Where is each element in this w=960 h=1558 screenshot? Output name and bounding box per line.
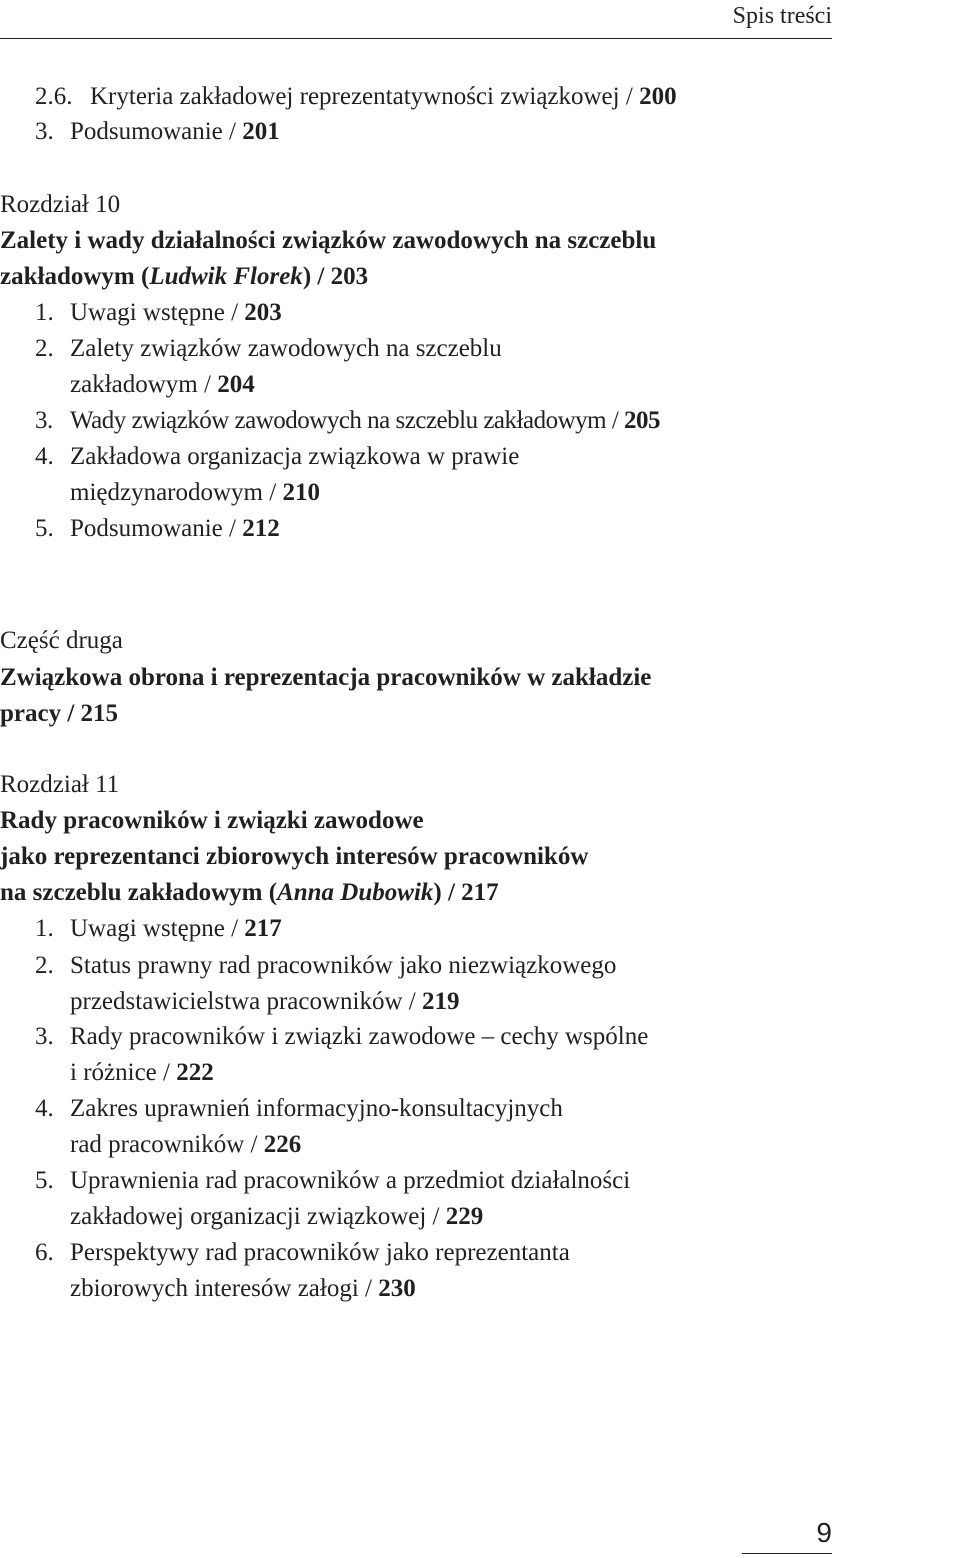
entry-page: 201 [242, 118, 280, 145]
entry-title: Rady pracowników i związki zawodowe – cechy wspólne [70, 1023, 649, 1050]
entry-title: Podsumowanie / [70, 515, 243, 542]
toc-entry [35, 1238, 570, 1268]
chapter-label: Rozdział 11 [0, 771, 120, 798]
entry-title: międzynarodowym / [70, 479, 283, 506]
entry-title: Perspektywy rad pracowników jako reprezentanta [70, 1239, 570, 1266]
entry-page: 200 [639, 83, 677, 110]
chapter-title: Rady pracowników i związki zawodowe [0, 807, 424, 834]
toc-entry [35, 914, 282, 944]
entry-title: zakładowej organizacji związkowej / [70, 1203, 446, 1230]
entry-title: Zalety związków zawodowych na szczeblu [70, 335, 502, 362]
entry-title: rad pracowników / [70, 1131, 264, 1158]
entry-number: 5. [35, 1167, 54, 1194]
entry-title: zakładowym / [70, 371, 218, 398]
entry-number: 3. [35, 118, 54, 145]
toc-entry [35, 117, 280, 147]
toc-entry [35, 406, 660, 436]
part-title: pracy / 215 [0, 700, 119, 727]
title-text: ) / [433, 879, 462, 906]
entry-page: 203 [330, 263, 369, 290]
toc-entry [35, 1166, 630, 1196]
entry-page: 203 [244, 299, 282, 326]
chapter-title: Zalety i wady działalności związków zawodowych na szczeblu [0, 227, 657, 254]
page-number: 9 [816, 1517, 832, 1548]
title-text: ) / [302, 263, 331, 290]
title-text: zakładowym ( [0, 263, 150, 290]
title-text: na szczeblu zakładowym ( [0, 879, 278, 906]
entry-title: Status prawny rad pracowników jako niezwiązkowego [70, 952, 617, 979]
entry-title: Wady związków zawodowych na szczeblu zakładowym / [70, 407, 625, 434]
entry-number: 3. [35, 407, 53, 434]
toc-entry-continuation [70, 478, 320, 508]
entry-page: 222 [176, 1059, 214, 1086]
entry-title: Uwagi wstępne / [70, 299, 245, 326]
chapter-title: jako reprezentanci zbiorowych interesów pracowników [0, 843, 589, 870]
toc-entry [35, 1022, 648, 1052]
entry-title: Kryteria zakładowej reprezentatywności związkowej / [90, 83, 640, 110]
toc-entry-continuation [70, 370, 255, 400]
toc-entry-continuation [70, 1202, 483, 1232]
entry-page: 205 [624, 407, 661, 434]
entry-page: 210 [282, 479, 320, 506]
toc-entry [35, 514, 280, 544]
toc-entry [35, 298, 282, 328]
entry-number: 1. [35, 299, 54, 326]
entry-title: przedstawicielstwa pracowników / [70, 988, 422, 1015]
entry-number: 4. [35, 1095, 54, 1122]
entry-page: 219 [421, 988, 460, 1015]
entry-number: 5. [35, 515, 54, 542]
author-name: Ludwik Florek [149, 263, 303, 290]
entry-page: 226 [263, 1131, 302, 1158]
toc-entry [35, 334, 502, 364]
chapter-title [0, 262, 368, 292]
entry-number: 2. [35, 335, 54, 362]
entry-title: i różnice / [70, 1059, 177, 1086]
entry-number: 1. [35, 915, 54, 942]
entry-number: 4. [35, 443, 54, 470]
entry-title: Zakładowa organizacja związkowa w prawie [70, 443, 520, 470]
toc-entry [35, 82, 677, 112]
toc-entry-continuation [70, 1130, 301, 1160]
toc-entry-continuation [70, 1274, 416, 1304]
entry-page: 212 [242, 515, 280, 542]
entry-page: 217 [461, 879, 499, 906]
entry-number: 6. [35, 1239, 54, 1266]
entry-title: Uprawnienia rad pracowników a przedmiot działalności [70, 1167, 631, 1194]
entry-number: 2.6. [35, 83, 73, 110]
header-rule [0, 38, 832, 39]
entry-number: 3. [35, 1023, 54, 1050]
part-label: Część druga [0, 627, 123, 654]
chapter-label: Rozdział 10 [0, 191, 121, 218]
toc-entry-continuation [70, 1058, 214, 1088]
footer-rule [742, 1553, 832, 1554]
part-title: Związkowa obrona i reprezentacja pracowników w zakładzie [0, 664, 652, 691]
entry-page: 230 [378, 1275, 416, 1302]
entry-title: Uwagi wstępne / [70, 915, 245, 942]
entry-title: Zakres uprawnień informacyjno-konsultacyjnych [70, 1095, 563, 1122]
chapter-title [0, 878, 499, 908]
toc-entry [35, 442, 519, 472]
entry-title: Podsumowanie / [70, 118, 243, 145]
running-head: Spis treści [732, 3, 832, 29]
entry-title: zbiorowych interesów załogi / [70, 1275, 379, 1302]
toc-entry-continuation [70, 987, 459, 1017]
entry-page: 217 [244, 915, 282, 942]
entry-page: 229 [445, 1203, 484, 1230]
toc-entry [35, 951, 616, 981]
entry-page: 204 [217, 371, 255, 398]
entry-number: 2. [35, 952, 54, 979]
toc-entry [35, 1094, 563, 1124]
author-name: Anna Dubowik [277, 879, 434, 906]
